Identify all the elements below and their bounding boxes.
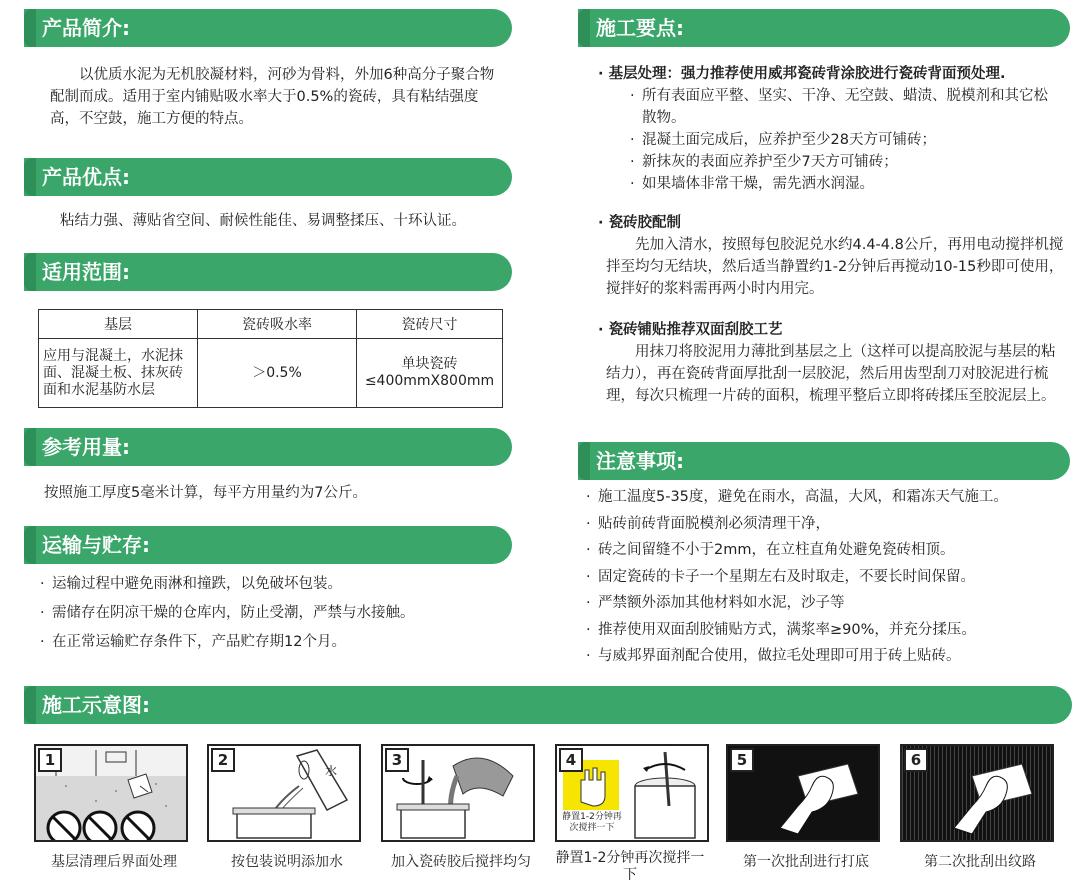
list-item: · 在正常运输贮存条件下，产品贮存期12个月。	[40, 628, 510, 657]
step-1	[34, 744, 194, 871]
step-5-caption: 第一次批刮进行打底	[743, 854, 869, 870]
step-2-caption: 按包装说明添加水	[231, 854, 343, 870]
step-1-caption: 基层清理后界面处理	[51, 854, 177, 870]
step-4-number: 4	[559, 748, 583, 772]
list-item: · 运输过程中避免雨淋和撞跌，以免破坏包装。	[40, 570, 510, 599]
step-6-caption: 第二次批刮出纹路	[924, 854, 1036, 870]
advantages-title: 产品优点:	[42, 165, 130, 189]
list-item: · 如果墙体非常干燥，需先洒水润湿。	[630, 173, 1050, 195]
laying-text: 用抹刀将胶泥用力薄批到基层之上（这样可以提高胶泥与基层的粘结力），再在瓷砖背面厚批刮一层胶泥，然后用齿型刮刀对胶泥进行梳理，每次只梳理一片砖的面积，梳理平整后立即将砖揉压至胶泥层上。	[606, 344, 1056, 404]
advantages-text: 粘结力强、薄贴省空间、耐候性能佳、易调整揉压、十环认证。	[60, 213, 466, 229]
diagram-header	[24, 686, 1072, 724]
mixing-text: 先加入清水，按照每包胶泥兑水约4.4-4.8公斤，再用电动搅拌机搅拌至均匀无结块，然后适当静置约1-2分钟后再搅动10-15秒即可使用，搅拌好的浆料需再两小时内用完。	[606, 237, 1064, 297]
scope-cell-size: 单块瓷砖≤400mmX800mm	[357, 339, 503, 408]
step-3-caption: 加入瓷砖胶后搅拌均匀	[391, 854, 531, 870]
laying-title: · 瓷砖铺贴推荐双面刮胶工艺	[598, 322, 783, 338]
notes-list	[586, 484, 1076, 670]
step-5	[726, 744, 886, 871]
step-2-number: 2	[211, 748, 235, 772]
intro-title: 产品简介:	[42, 16, 130, 40]
list-item: · 推荐使用双面刮胶铺贴方式，满浆率≥90%，并充分揉压。	[586, 617, 1076, 644]
step-1-number: 1	[38, 748, 62, 772]
list-item: · 所有表面应平整、坚实、干净、无空鼓、蜡渍、脱模剂和其它松散物。	[630, 85, 1050, 129]
mixing-title: · 瓷砖胶配制	[598, 215, 682, 231]
scope-table-header-row	[39, 310, 503, 339]
list-item: · 混凝土面完成后，应养护至少28天方可铺砖；	[630, 129, 1050, 151]
list-item: · 施工温度5-35度，避免在雨水，高温，大风，和霜冻天气施工。	[586, 484, 1076, 511]
scope-header-base: 基层	[39, 310, 198, 339]
list-item: · 严禁额外添加其他材料如水泥，沙子等	[586, 590, 1076, 617]
step-6	[900, 744, 1060, 871]
scope-cell-base: 应用与混凝土，水泥抹面、混凝土板、抹灰砖面和水泥基防水层	[39, 339, 198, 408]
storage-title: 运输与贮存:	[42, 533, 150, 557]
list-item: · 固定瓷砖的卡子一个星期左右及时取走，不要长时间保留。	[586, 564, 1076, 591]
construction-header	[578, 9, 1070, 47]
step-6-number: 6	[904, 748, 928, 772]
usage-header	[24, 428, 512, 466]
laying-section	[598, 319, 1068, 407]
scope-header-size: 瓷砖尺寸	[357, 310, 503, 339]
step-2-illustration	[207, 744, 361, 842]
intro-text: 以优质水泥为无机胶凝材料，河砂为骨料，外加6种高分子聚合物配制而成。适用于室内铺贴吸水率大于0.5%的瓷砖，具有粘结强度高，不空鼓，施工方便的特点。	[50, 67, 495, 127]
list-item: · 贴砖前砖背面脱模剂必须清理干净，	[586, 511, 1076, 538]
list-item: · 新抹灰的表面应养护至少7天方可铺砖；	[630, 151, 1050, 173]
step-4-caption: 静置1-2分钟再次搅拌一下	[555, 850, 705, 883]
step-2	[207, 744, 367, 871]
notes-header	[578, 442, 1070, 480]
diagram-title: 施工示意图:	[42, 693, 150, 717]
step-5-number: 5	[730, 748, 754, 772]
scope-header	[24, 253, 512, 291]
usage-text: 按照施工厚度5毫米计算，每平方用量约为7公斤。	[44, 485, 367, 501]
step-3	[381, 744, 541, 871]
steps-row	[0, 744, 1084, 890]
step-4-inner-label: 静置1-2分钟再次搅拌一下	[562, 812, 622, 833]
intro-header	[24, 9, 512, 47]
base-treatment-title: · 基层处理：强力推荐使用威邦瓷砖背涂胶进行瓷砖背面预处理.	[598, 66, 1006, 82]
storage-header	[24, 526, 512, 564]
scope-title: 适用范围:	[42, 260, 130, 284]
list-item: · 需储存在阴凉干燥的仓库内，防止受潮，严禁与水接触。	[40, 599, 510, 628]
water-label: 水	[325, 764, 338, 778]
step-1-illustration	[34, 744, 188, 842]
step-5-illustration	[726, 744, 880, 842]
scope-cell-absorption: ＞0.5%	[198, 339, 357, 408]
construction-title: 施工要点:	[596, 16, 684, 40]
list-item: · 砖之间留缝不小于2mm，在立柱直角处避免瓷砖相顶。	[586, 537, 1076, 564]
scope-header-absorption: 瓷砖吸水率	[198, 310, 357, 339]
base-treatment	[598, 63, 1078, 195]
step-3-illustration	[381, 744, 535, 842]
step-3-number: 3	[385, 748, 409, 772]
scope-table	[38, 309, 503, 408]
mixing-section	[598, 212, 1068, 300]
advantages-header	[24, 158, 512, 196]
step-6-illustration	[900, 744, 1054, 842]
usage-title: 参考用量:	[42, 435, 130, 459]
scope-table-row	[39, 339, 503, 408]
storage-list	[40, 570, 510, 657]
step-4-illustration	[555, 744, 709, 842]
base-treatment-list	[598, 85, 1050, 195]
notes-title: 注意事项:	[596, 449, 684, 473]
step-4	[555, 744, 715, 884]
list-item: · 与威邦界面剂配合使用，做拉毛处理即可用于砖上贴砖。	[586, 643, 1076, 670]
